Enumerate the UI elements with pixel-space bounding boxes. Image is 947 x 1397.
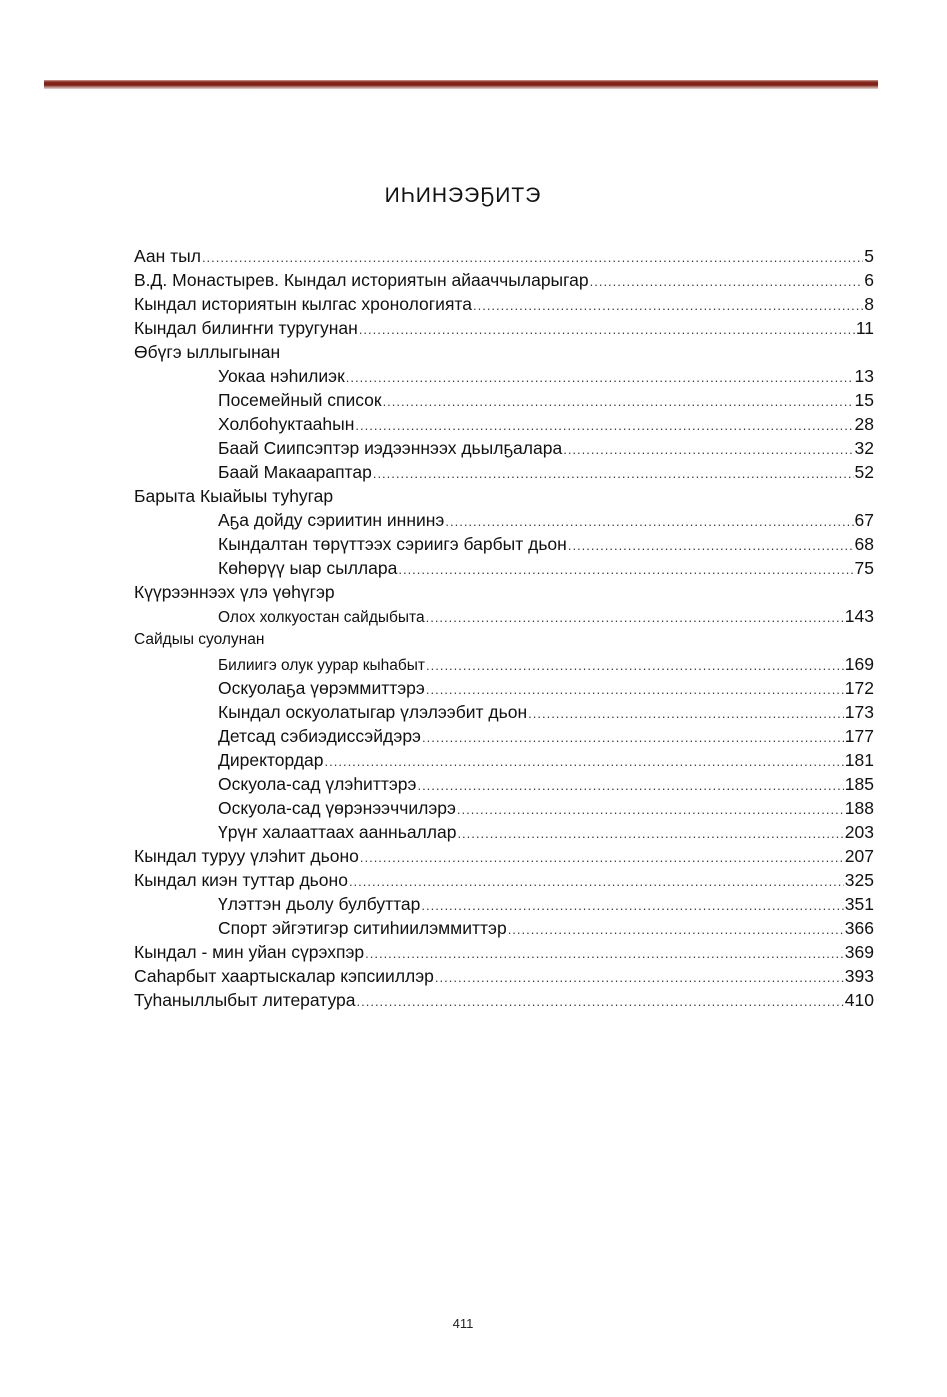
toc-entry-page: 366 — [844, 918, 874, 938]
toc-entry-page: 52 — [854, 462, 874, 482]
toc-entry-page: 15 — [854, 390, 874, 410]
toc-entry-page: 173 — [844, 702, 874, 722]
toc-entry-title: Кындал киэн туттар дьоно — [134, 870, 348, 890]
toc-entry-page: 11 — [855, 318, 874, 338]
toc-entry-title: Үрүҥ халааттаах аанньаллар — [218, 822, 457, 842]
toc-entry-title: Үлэттэн дьолу булбуттар — [218, 894, 421, 914]
toc-entry — [134, 556, 874, 580]
toc-entry-title: Оскуола-сад үлэһиттэрэ — [218, 774, 417, 794]
toc-dot-leader — [383, 390, 854, 412]
toc-entry-page: 169 — [844, 654, 874, 674]
toc-dot-leader — [422, 726, 844, 748]
toc-entry — [134, 652, 874, 676]
toc-dot-leader — [365, 942, 844, 964]
toc-dot-leader — [360, 846, 844, 868]
toc-entry — [134, 820, 874, 844]
toc-entry-title: Оскуола-сад үөрэнээччилэрэ — [218, 798, 456, 818]
toc-entry — [134, 268, 874, 292]
toc-entry-page: 203 — [844, 822, 874, 842]
toc-dot-leader — [417, 774, 843, 796]
toc-entry-page: 67 — [854, 510, 874, 530]
toc-entry-page: 13 — [854, 366, 874, 386]
toc-entry — [134, 772, 874, 796]
toc-entry — [134, 676, 874, 700]
toc-entry-title: Олох холкуостан сайдыбыта — [218, 609, 425, 626]
toc-dot-leader — [568, 534, 854, 556]
toc-entry-title: Баай Макаараптар — [218, 462, 372, 482]
toc-entry-page: 181 — [844, 750, 874, 770]
toc-dot-leader — [426, 678, 844, 700]
toc-entry — [134, 748, 874, 772]
toc-entry — [134, 388, 874, 412]
toc-entry-title: Кындалтан төрүттээх сэриигэ барбыт дьон — [218, 534, 567, 554]
toc-entry-page: 32 — [854, 438, 874, 458]
toc-dot-leader — [445, 510, 853, 532]
toc-entry-title: Уокаа нэһилиэк — [218, 366, 345, 386]
toc-entry-page: 6 — [864, 270, 874, 290]
toc-entry-title: Барыта Кыайыы туһугар — [134, 486, 334, 506]
toc-entry — [134, 364, 874, 388]
toc-entry-page: 28 — [854, 414, 874, 434]
toc-entry-page: 410 — [844, 990, 874, 1010]
toc-dot-leader — [359, 318, 855, 340]
toc-entry — [134, 940, 874, 964]
toc-entry-page: 143 — [844, 606, 874, 626]
toc-dot-leader — [421, 894, 843, 916]
page-title: ИҺИНЭЭҔИТЭ — [384, 184, 542, 207]
toc-entry-title: Оскуолаҕа үөрэммиттэрэ — [218, 678, 425, 698]
toc-entry-title: Спорт эйгэтигэр ситиһиилэммиттэр — [218, 918, 507, 938]
toc-entry — [134, 244, 874, 268]
toc-entry — [134, 340, 874, 364]
toc-entry-title: Кындал билиҥҥи туругунан — [134, 318, 358, 338]
toc-entry-page: 177 — [844, 726, 874, 746]
toc-dot-leader — [457, 822, 843, 844]
toc-entry-title: Аан тыл — [134, 246, 201, 266]
toc-entry-title: Баай Сиипсэптэр иэдээннээх дьылҕалара — [218, 438, 563, 458]
toc-dot-leader — [357, 990, 844, 1012]
toc-dot-leader — [435, 966, 844, 988]
toc-dot-leader — [349, 870, 844, 892]
toc-entry — [134, 316, 874, 340]
toc-dot-leader — [426, 654, 844, 676]
toc-entry-title: Детсад сэбиэдиссэйдэрэ — [218, 726, 421, 746]
toc-entry-title: Сайдыы суолунан — [134, 631, 265, 648]
toc-entry — [134, 604, 874, 628]
toc-entry-title: Кындал - мин уйан сүрэхпэр — [134, 942, 365, 962]
toc-entry-page: 8 — [864, 294, 874, 314]
toc-dot-leader — [473, 294, 863, 316]
toc-entry-page: 185 — [844, 774, 874, 794]
toc-entry-title: Саһарбыт хаартыскалар кэпсииллэр — [134, 966, 434, 986]
toc-entry-page: 75 — [854, 558, 874, 578]
toc-entry-title: Директордар — [218, 750, 324, 770]
toc-dot-leader — [563, 438, 853, 460]
toc-entry-title: Күүрээннээх үлэ үөһүгэр — [134, 582, 335, 602]
toc-entry-title: Кындал оскуолатыгар үлэлээбит дьон — [218, 702, 528, 722]
toc-entry-title: Холбоһуктааһын — [218, 414, 355, 434]
toc-entry — [134, 580, 874, 604]
toc-entry-title: Туһаныллыбыт литература — [134, 990, 356, 1010]
toc-entry-title: Аҕа дойду сэриитин иннинэ — [218, 510, 445, 530]
toc-dot-leader — [457, 798, 844, 820]
toc-entry — [134, 892, 874, 916]
toc-entry — [134, 484, 874, 508]
toc-entry — [134, 436, 874, 460]
toc-entry — [134, 628, 874, 652]
table-of-contents — [134, 244, 874, 1012]
toc-entry — [134, 460, 874, 484]
toc-entry-page: 5 — [864, 246, 874, 266]
toc-dot-leader — [528, 702, 844, 724]
toc-entry-page: 188 — [844, 798, 874, 818]
toc-entry-page: 369 — [844, 942, 874, 962]
toc-entry — [134, 868, 874, 892]
toc-entry-title: Билиигэ олук уурар кыһабыт — [218, 657, 425, 674]
toc-dot-leader — [202, 246, 863, 268]
toc-entry-page: 207 — [844, 846, 874, 866]
toc-dot-leader — [590, 270, 864, 292]
toc-entry-title: Көһөрүү ыар сыллара — [218, 558, 398, 578]
toc-entry-page: 325 — [844, 870, 874, 890]
toc-dot-leader — [508, 918, 844, 940]
toc-entry-title: Кындал историятын кылгас хронологията — [134, 294, 472, 314]
toc-entry — [134, 988, 874, 1012]
toc-entry-page: 351 — [844, 894, 874, 914]
header-rule — [44, 80, 878, 89]
toc-dot-leader — [346, 366, 854, 388]
toc-dot-leader — [325, 750, 844, 772]
toc-dot-leader — [398, 558, 853, 580]
toc-entry — [134, 292, 874, 316]
toc-entry — [134, 724, 874, 748]
toc-entry — [134, 796, 874, 820]
toc-entry-title: Өбүгэ ыллыгынан — [134, 342, 281, 362]
toc-entry — [134, 412, 874, 436]
toc-entry-title: В.Д. Монастырев. Кындал историятын айааччыларыгар — [134, 270, 589, 290]
toc-entry-page: 172 — [844, 678, 874, 698]
toc-entry-title: Посемейный список — [218, 390, 382, 410]
toc-entry — [134, 844, 874, 868]
toc-entry-page: 393 — [844, 966, 874, 986]
toc-dot-leader — [355, 414, 853, 436]
toc-entry — [134, 916, 874, 940]
toc-dot-leader — [373, 462, 854, 484]
toc-entry — [134, 508, 874, 532]
toc-entry-title: Кындал туруу үлэһит дьоно — [134, 846, 359, 866]
page-number: 411 — [452, 1316, 474, 1331]
toc-entry — [134, 964, 874, 988]
toc-dot-leader — [426, 606, 844, 628]
toc-entry — [134, 700, 874, 724]
toc-entry-page: 68 — [854, 534, 874, 554]
toc-entry — [134, 532, 874, 556]
